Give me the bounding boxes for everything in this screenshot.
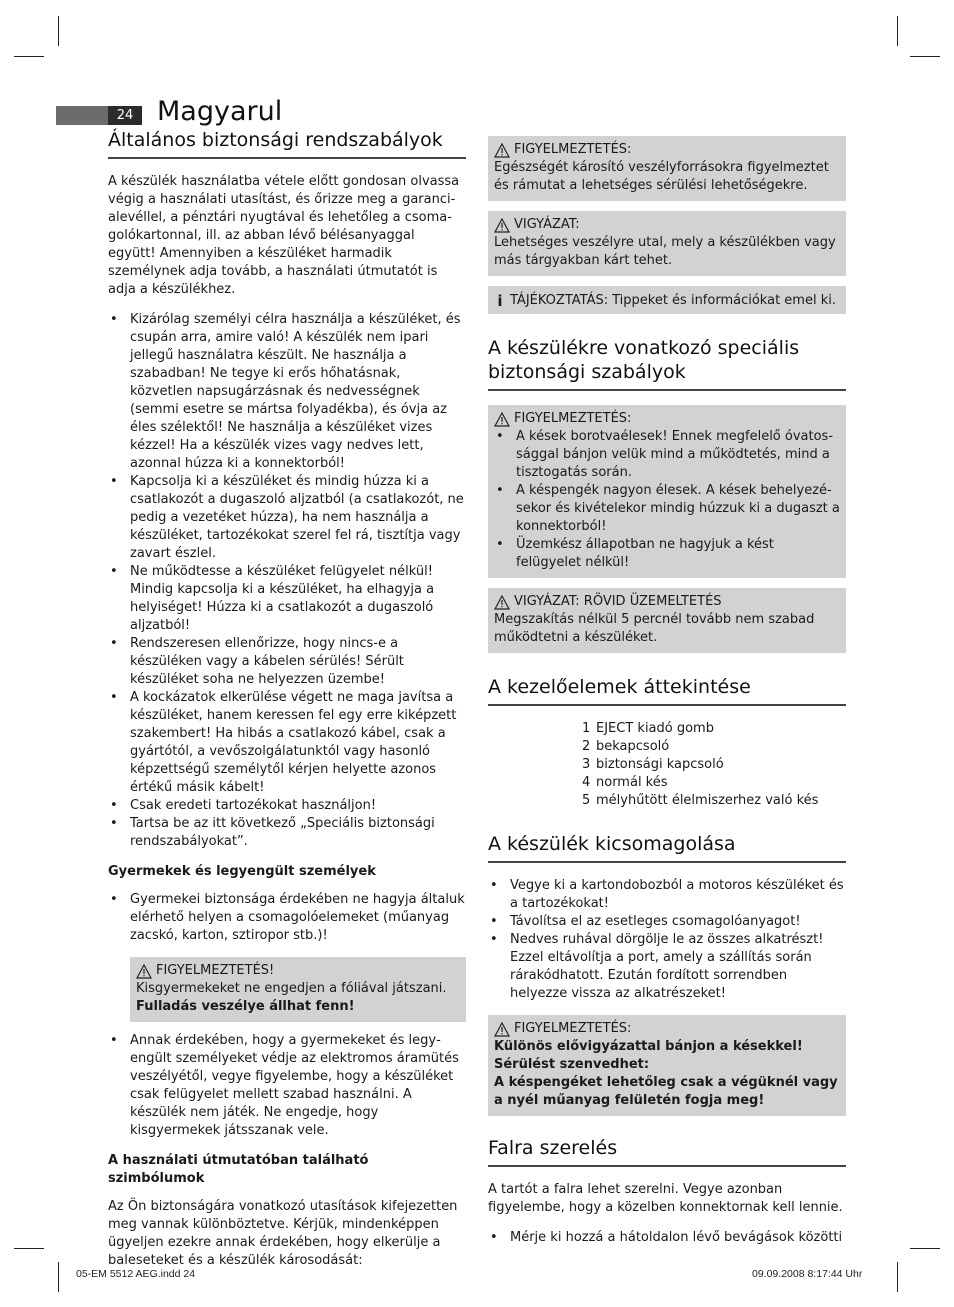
warning-triangle-icon xyxy=(494,218,510,233)
item-number: 2 xyxy=(582,739,591,754)
warning-triangle-icon xyxy=(494,143,510,158)
subheading-symbols: A használati útmutatóban található szimbólumok xyxy=(108,1153,369,1186)
warning-box-knives xyxy=(488,405,846,578)
crop-mark xyxy=(58,1262,59,1292)
item-label: EJECT kiadó gomb xyxy=(596,721,714,736)
section-title-controls: A kezelőelemek áttekintése xyxy=(488,675,846,706)
warning-triangle-icon xyxy=(494,595,510,610)
safety-bullet-list xyxy=(108,311,466,851)
page-number: 24 xyxy=(108,106,142,125)
warning-label: FIGYELMEZTETÉS! xyxy=(156,963,275,978)
warning-triangle-icon xyxy=(494,1022,510,1037)
list-item: • Nedves ruhával dörgölje le az összes alkatrészt! Ezzel eltávolítja a port, amely a szállítás során rárakódhatott. Ezután fordított sorrendben helyezze vissza az alkatrészeket! xyxy=(488,931,846,1003)
warning-bold-text: Különös elővigyázattal bánjon a késekkel! Sérülést szenvedhet: xyxy=(494,1039,803,1072)
list-item: • Gyermekei biztonsága érdekében ne hagyja általuk elérhető helyen a csomagolóelemeket (műanyag zacskó, karton, sztiropor stb.)! xyxy=(108,891,466,945)
list-item: • Mérje ki hozzá a hátoldalon lévő bevágások közötti xyxy=(488,1229,846,1247)
item-number: 3 xyxy=(582,757,591,772)
warning-triangle-icon xyxy=(494,412,510,427)
left-column xyxy=(108,128,466,1282)
crop-mark xyxy=(58,16,59,46)
list-item: • Tartsa be az itt következő „Speciális biztonsági rendszabályokat”. xyxy=(108,815,466,851)
item-label: bekapcsoló xyxy=(596,739,670,754)
warning-triangle-icon xyxy=(136,964,152,979)
list-item: • Rendszeresen ellenőrizze, hogy nincs-e a készüléken vagy a kábelen sérülés! Sérült készüléket soha ne helyezzen üzembe! xyxy=(108,635,466,689)
info-box-legend xyxy=(488,286,846,314)
item-label: mélyhűtött élelmiszerhez való kés xyxy=(596,793,819,808)
crop-mark xyxy=(910,1248,940,1249)
list-item: • Annak érdekében, hogy a gyermekeket és legyengült személyeket védje az elektromos áramütés veszélyétől, vegye figyelembe, hogy a készüléket csak felügyelet mellett szabad használni. A készülék nem játék. Ne engedje, hogy kisgyermekek játsszanak vele. xyxy=(108,1032,466,1140)
children-bullet-list xyxy=(108,891,466,945)
caution-box-short-operation xyxy=(488,588,846,653)
warning-label: FIGYELMEZTETÉS: xyxy=(514,411,632,426)
list-item: • Ne működtesse a készüléket felügyelet nélkül! Mindig kapcsolja ki a készüléket, ha elhagyja a helyiséget! Húzza ki a csatlakozót a dugaszoló aljzatból! xyxy=(108,563,466,635)
warning-box-header xyxy=(494,141,840,159)
list-item: • Üzemkész állapotban ne hagyjuk a kést felügyelet nélkül! xyxy=(494,536,840,572)
list-item: • Vegye ki a kartondobozból a motoros készüléket és a tartozékokat! xyxy=(488,877,846,913)
item-number: 1 xyxy=(582,721,591,736)
crop-mark xyxy=(14,56,44,57)
list-item xyxy=(582,756,846,774)
footer-datetime: 09.09.2008 8:17:44 Uhr xyxy=(752,1268,863,1280)
section-title-wall-mounting: Falra szerelés xyxy=(488,1136,846,1167)
caution-box-legend xyxy=(488,211,846,276)
item-label: biztonsági kapcsoló xyxy=(596,757,724,772)
warning-text: Egészségét károsító veszélyforrásokra figyelmeztet és rámutat a lehetséges sérülési lehetőségekre. xyxy=(494,160,829,193)
caution-label: VIGYÁZAT: xyxy=(514,217,580,232)
list-item: • A kockázatok elkerülése végett ne maga javítsa a készüléket, hanem keressen fel egy erre kiképzett szakembert! Ha hibás a csatlakozó kábel, csak a gyártótól, a vevőszolgálatunktól vagy hasonló képzettségű személytől kérjen helyette azonos értékű másik kábelt! xyxy=(108,689,466,797)
caution-box-header xyxy=(494,593,840,611)
section-title-general-safety: Általános biztonsági rendszabályok xyxy=(108,128,466,159)
caution-text: Lehetséges veszélyre utal, mely a készülékben vagy más tárgyakban kárt tehet. xyxy=(494,235,836,268)
warning-box-header xyxy=(494,1020,840,1038)
warning-box-legend xyxy=(488,136,846,201)
item-number: 4 xyxy=(582,775,591,790)
list-item: • Csak eredeti tartozékokat használjon! xyxy=(108,797,466,815)
info-box-header xyxy=(494,292,840,310)
knife-warning-list xyxy=(494,428,840,572)
list-item xyxy=(582,738,846,756)
caution-text: Megszakítás nélkül 5 percnél tovább nem szabad működtetni a készüléket. xyxy=(494,612,815,645)
list-item: • Távolítsa el az esetleges csomagolóanyagot! xyxy=(488,913,846,931)
crop-mark xyxy=(910,56,940,57)
children-bullet-list-2 xyxy=(108,1032,466,1140)
warning-box-header xyxy=(494,410,840,428)
list-item: • Kapcsolja ki a készüléket és mindig húzza ki a csatlakozót a dugaszoló aljzatból (a csatlakozót, ne pedig a vezetéket húzza), ha nem használja a készüléket, tartozékokat szerel fel rá, tisztítja vagy zavart észlel. xyxy=(108,473,466,563)
language-title: Magyarul xyxy=(157,96,283,127)
list-item: • A kések borotvaélesek! Ennek megfelelő óvatossággal bánjon velük mind a működtetés, mind a tisztogatás során. xyxy=(494,428,840,482)
warning-bold-text: Fulladás veszélye állhat fenn! xyxy=(136,999,355,1014)
list-item: • Kizárólag személyi célra használja a készüléket, és csupán arra, amire való! A készülék nem ipari jellegű használatra készült. Ne használja a szabadban! Ne tegye ki erős hőhatásnak, közvetlen napsugárzásnak és nedvességnek (semmi esetre se mártsa folyadékba), és óvja az éles szélektől! Ne használja a készüléket vizes kézzel! Ha a készülék vizes vagy nedves lett, azonnal húzza ki a konnektorból! xyxy=(108,311,466,473)
subheading-children: Gyermekek és legyengült személyek xyxy=(108,864,376,879)
right-column xyxy=(488,136,846,1259)
wall-mount-paragraph: A tartót a falra lehet szerelni. Vegye azonban figyelembe, hogy a közelben konnektornak kell lennie. xyxy=(488,1182,843,1215)
crop-mark xyxy=(14,1248,44,1249)
symbols-paragraph: Az Ön biztonságára vonatkozó utasítások kifejezetten meg vannak különböztetve. Kérjük, mindenképpen ügyeljen ezekre annak érdekében, hogy elkerülje a baleseteket és a készülék károsodását: xyxy=(108,1199,458,1268)
warning-box-children xyxy=(130,957,466,1022)
caution-label: VIGYÁZAT: RÖVID ÜZEMELTETÉS xyxy=(514,594,722,609)
list-item xyxy=(582,720,846,738)
crop-mark xyxy=(897,16,898,46)
warning-bold-text: A késpengéket lehetőleg csak a végüknél vagy a nyél műanyag felületén fogja meg! xyxy=(494,1075,838,1108)
section-title-special-safety: A készülékre vonatkozó speciális biztonsági szabályok xyxy=(488,336,846,391)
warning-box-header xyxy=(136,962,460,980)
crop-mark xyxy=(897,1262,898,1292)
item-label: normál kés xyxy=(596,775,668,790)
wall-mount-bullet-list xyxy=(488,1229,846,1247)
info-icon: i xyxy=(497,292,503,310)
info-text: Tippeket és információkat emel ki. xyxy=(612,293,836,308)
item-number: 5 xyxy=(582,793,591,808)
warning-box-unpacking xyxy=(488,1015,846,1116)
list-item xyxy=(582,792,846,810)
info-label: TÁJÉKOZTATÁS: xyxy=(510,293,609,308)
list-item xyxy=(582,774,846,792)
caution-box-header xyxy=(494,216,840,234)
warning-label: FIGYELMEZTETÉS: xyxy=(514,1021,632,1036)
footer-filename: 05-EM 5512 AEG.indd 24 xyxy=(76,1268,196,1280)
list-item: • A késpengék nagyon élesek. A kések behelyezésekor és kivételekor mindig húzzuk ki a dugaszt a konnektorból! xyxy=(494,482,840,536)
intro-paragraph: A készülék használatba vétele előtt gondosan olvassa végig a használati utasítást, és őrizze meg a garancialevéllel, a pénztári nyugtával és lehetőleg a csomagolókartonnal, ill. az abban lévő bélésanyaggal együtt! Amennyiben a készüléket harmadik személynek adja tovább, a használati útmutatót is adja a készülékhez. xyxy=(108,174,460,297)
section-title-unpacking: A készülék kicsomagolása xyxy=(488,832,846,863)
unpacking-bullet-list xyxy=(488,877,846,1003)
warning-text: Kisgyermekeket ne engedjen a fóliával játszani. xyxy=(136,981,447,996)
controls-list xyxy=(582,720,846,810)
warning-label: FIGYELMEZTETÉS: xyxy=(514,142,632,157)
